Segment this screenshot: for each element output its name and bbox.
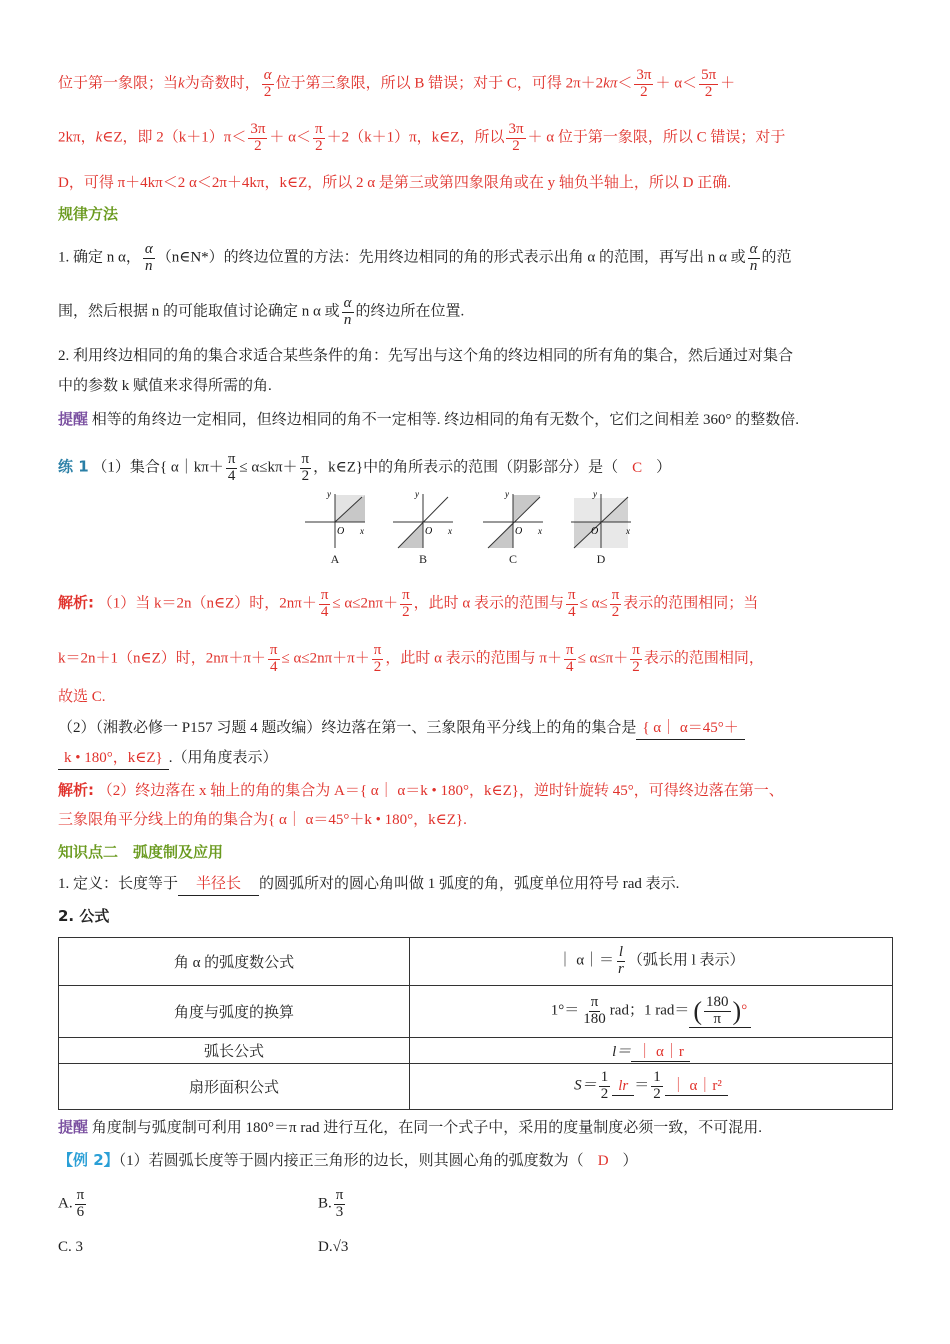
solution-1-line-2: k＝2n＋1（n∈Z）时，2nπ＋π＋ $\frac{\pi}{4}$ ≤ α≤2nπ＋π＋ $\frac{\pi}{2}$ ，此时 α 表示的范围与 π＋ $\frac{\pi}{4}$ ≤ α≤π＋ $\frac{\pi}{2}$ 表示的范围相同， bbox=[58, 642, 764, 675]
origin-label: O bbox=[515, 526, 523, 537]
answer-blank: { α｜ α＝45°＋ bbox=[636, 717, 744, 740]
answer-blank: k • 180°，k∈Z} bbox=[58, 747, 169, 770]
table-cell: S＝ $\frac{1}{2}$ lr ＝ $\frac{1}{2}$ ｜ α｜r² bbox=[410, 1064, 893, 1110]
y-label: y bbox=[327, 490, 331, 499]
fraction: $\frac{\pi}{4}$ bbox=[320, 587, 329, 620]
fraction: $\frac{3\pi}{2}$ bbox=[250, 121, 266, 154]
graph-c-plot bbox=[478, 490, 548, 550]
graph-b bbox=[388, 490, 458, 570]
fraction: $\frac{\pi}{4}$ bbox=[227, 451, 236, 484]
graph-c-shade bbox=[513, 495, 540, 522]
solution-1-line-3: 故选 C. bbox=[58, 689, 106, 705]
table-cell: l＝ ｜ α｜r bbox=[410, 1038, 893, 1064]
solution-line-3: D，可得 π＋4kπ＜2 α＜2π＋4kπ，k∈Z，所以 2 α 是第三或第四象限角或在 y 轴负半轴上，所以 D 正确. bbox=[58, 175, 731, 191]
graph-label: C bbox=[508, 552, 517, 566]
table-cell: 扇形面积公式 bbox=[59, 1064, 410, 1110]
fraction: $\frac{\alpha}{2}$ bbox=[263, 67, 272, 100]
fraction: $\frac{\pi}{2}$ bbox=[611, 587, 620, 620]
tip-label: 提醒 bbox=[58, 1118, 89, 1136]
option-a[interactable]: A. $\frac{\pi}{6}$ bbox=[58, 1187, 85, 1220]
solution-label: 解析: bbox=[58, 593, 94, 612]
fraction: $\frac{\pi}{2}$ bbox=[402, 587, 410, 620]
origin-label: O bbox=[337, 526, 345, 537]
x-label: x bbox=[448, 526, 452, 536]
answer: C bbox=[632, 459, 643, 476]
graph-label: B bbox=[418, 552, 427, 566]
y-label: y bbox=[415, 490, 419, 499]
option-graphs bbox=[300, 490, 640, 570]
y-label: y bbox=[593, 490, 597, 499]
method-line-2: 围，然后根据 n 的可能取值讨论确定 n α 或 $\frac{\alpha}{n}$ 的终边所在位置. bbox=[58, 295, 465, 328]
x-label: x bbox=[360, 526, 364, 536]
fraction: $\frac{\pi}{4}$ bbox=[269, 642, 278, 675]
graph-c bbox=[478, 490, 548, 570]
example-label: 【例 2】 bbox=[58, 1151, 119, 1169]
x-label: x bbox=[538, 526, 542, 536]
table-cell: 角 α 的弧度数公式 bbox=[59, 938, 410, 986]
table-row bbox=[59, 1038, 893, 1064]
answer-blank: 半径长 bbox=[178, 873, 259, 896]
tip-label: 提醒 bbox=[58, 410, 89, 428]
fraction: $\frac{\pi}{4}$ bbox=[566, 642, 574, 675]
tip-2: 提醒 角度制与弧度制可利用 180°＝π rad 进行互化，在同一个式子中，采用的度量制度必须一致，不可混用. bbox=[58, 1118, 762, 1136]
graph-b-plot bbox=[388, 490, 458, 550]
table-cell: 1°＝ $\frac{\pi}{180}$ rad；1 rad＝ ( $\frac{180}{\pi}$ )° bbox=[410, 986, 893, 1038]
fraction: $\frac{3\pi}{2}$ bbox=[636, 67, 652, 100]
fraction: $\frac{\pi}{2}$ bbox=[632, 642, 640, 675]
graph-label: A bbox=[330, 552, 340, 566]
table-cell: 角度与弧度的换算 bbox=[59, 986, 410, 1038]
example-2: 【例 2】（1）若圆弧长度等于圆内接正三角形的边长，则其圆心角的弧度数为（ D ） bbox=[58, 1151, 638, 1169]
fraction: $\frac{5\pi}{2}$ bbox=[701, 67, 717, 100]
answer: D bbox=[597, 1153, 609, 1169]
y-label: y bbox=[505, 490, 509, 499]
section-heading-method: 规律方法 bbox=[58, 205, 119, 223]
table-cell: ｜ α｜＝ $\frac{l}{r}$ （弧长用 l 表示） bbox=[410, 938, 893, 986]
table-cell: 弧长公式 bbox=[59, 1038, 410, 1064]
method-line-1: 1. 确定 n α， $\frac{\alpha}{n}$ （n∈N*）的终边位置的方法：先用终边相同的角的形式表示出角 α 的范围，再写出 n α 或 $\frac{\alpha}{n}$ 的范 bbox=[58, 241, 792, 274]
fraction: $\frac{\pi}{2}$ bbox=[301, 451, 310, 484]
exercise-1: 练 1 （1）集合{ α｜kπ＋ $\frac{\pi}{4}$ ≤ α≤kπ＋ $\frac{\pi}{2}$ ，k∈Z}中的角所表示的范围（阴影部分）是（ C ） bbox=[58, 451, 672, 484]
x-label: x bbox=[626, 526, 630, 536]
formula-heading: 2. 公式 bbox=[58, 907, 110, 925]
solution-line-1: 位于第一象限；当k为奇数时， $\frac{\alpha}{2}$ 位于第三象限，所以 B 错误；对于 C，可得 2π＋2kπ＜ $\frac{3\pi}{2}$ ＋ α＜ $\frac{5\pi}{2}$ ＋ bbox=[58, 67, 736, 100]
option-d[interactable]: D.√3 bbox=[318, 1239, 349, 1255]
graph-label: D bbox=[596, 552, 606, 566]
graph-d-plot bbox=[566, 490, 636, 550]
definition-line: 1. 定义：长度等于 半径长 的圆弧所对的圆心角叫做 1 弧度的角，弧度单位用符号 rad 表示. bbox=[58, 873, 896, 896]
table-row bbox=[59, 986, 893, 1038]
origin-label: O bbox=[425, 526, 433, 537]
solution-label: 解析: bbox=[58, 781, 94, 799]
graph-a bbox=[300, 490, 370, 570]
solution-1-line-1: 解析: （1）当 k＝2n（n∈Z）时，2nπ＋ $\frac{\pi}{4}$ ≤ α≤2nπ＋ $\frac{\pi}{2}$ ，此时 α 表示的范围与 $\frac{\pi}{4}$ ≤ α≤ $\frac{\pi}{2}$ 表示的范围相同；当 bbox=[58, 587, 759, 620]
fraction: $\frac{\pi}{2}$ bbox=[315, 121, 323, 154]
exercise-1-part-2: （2）（湘教必修一 P157 习题 4 题改编）终边落在第一、三象限角平分线上的角的集合是 { α｜ α＝45°＋ bbox=[58, 717, 896, 740]
fraction: $\frac{\alpha}{n}$ bbox=[144, 241, 153, 274]
method-line-4: 中的参数 k 赋值来求得所需的角. bbox=[58, 378, 272, 394]
exercise-label: 练 1 bbox=[58, 457, 89, 476]
graph-a-plot bbox=[300, 490, 370, 550]
solution-line-2: 2kπ，k∈Z，即 2（k＋1）π＜ $\frac{3\pi}{2}$ ＋ α＜ $\frac{\pi}{2}$ ＋2（k＋1）π，k∈Z，所以 $\frac{3\pi}{2}$ ＋ α 位于第一象限，所以 C 错误；对于 bbox=[58, 121, 786, 154]
knowledge-point-heading: 知识点二 弧度制及应用 bbox=[58, 843, 224, 861]
fraction: $\frac{\alpha}{n}$ bbox=[749, 241, 758, 274]
origin-label: O bbox=[591, 526, 599, 537]
table-row bbox=[59, 938, 893, 986]
option-b[interactable]: B. $\frac{\pi}{3}$ bbox=[318, 1187, 344, 1220]
tip-1: 提醒 相等的角终边一定相同，但终边相同的角不一定相等. 终边相同的角有无数个，它们之间相差 360° 的整数倍. bbox=[58, 410, 800, 428]
graph-d bbox=[566, 490, 636, 570]
option-c[interactable]: C. 3 bbox=[58, 1239, 84, 1255]
exercise-1-part-2-cont: k • 180°，k∈Z} .（用角度表示） bbox=[58, 747, 896, 770]
fraction: $\frac{\pi}{4}$ bbox=[568, 587, 576, 620]
solution-2-line-1: 解析: （2）终边落在 x 轴上的角的集合为 A＝{ α｜ α＝k • 180°，k∈Z}，逆时针旋转 45°，可得终边落在第一、 bbox=[58, 781, 784, 799]
method-line-3: 2. 利用终边相同的角的集合求适合某些条件的角：先写出与这个角的终边相同的所有角的集合，然后通过对集合 bbox=[58, 348, 794, 364]
solution-2-line-2: 三象限角平分线上的角的集合为{ α｜ α＝45°＋k • 180°，k∈Z}. bbox=[58, 812, 467, 828]
table-row bbox=[59, 1064, 893, 1110]
fraction: $\frac{3\pi}{2}$ bbox=[508, 121, 524, 154]
fraction: $\frac{\pi}{2}$ bbox=[373, 642, 382, 675]
formula-table bbox=[58, 937, 893, 1110]
fraction: $\frac{\alpha}{n}$ bbox=[343, 295, 352, 328]
